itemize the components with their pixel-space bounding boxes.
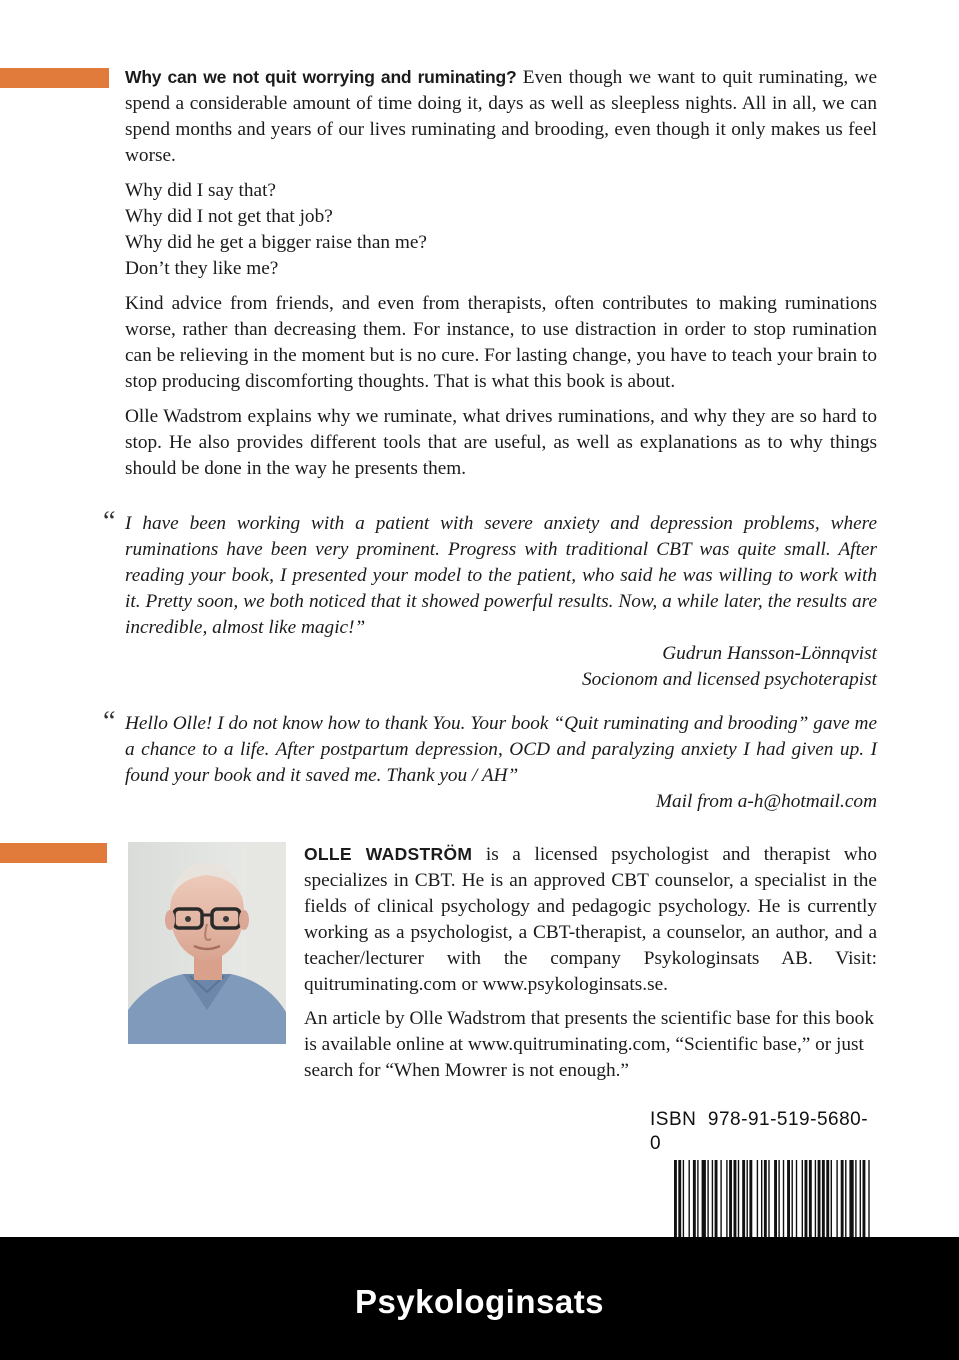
barcode-bar	[674, 1160, 677, 1246]
accent-bar-top	[0, 68, 109, 88]
lead-question: Why can we not quit worrying and ruminating?	[125, 67, 517, 87]
barcode-bar	[787, 1160, 790, 1240]
barcode-bar	[783, 1160, 784, 1240]
barcode-bar	[818, 1160, 821, 1240]
author-name: OLLE WADSTRÖM	[304, 844, 473, 864]
question-item: Why did I not get that job?	[125, 206, 333, 227]
author-section	[304, 841, 877, 1092]
intro-paragraph	[125, 64, 877, 169]
quote-mark-icon: “	[103, 706, 116, 737]
author-bio-text: is a licensed psychologist and therapist who specializes in CBT. He is an approved CBT counselor, a specialist in the fields of clinical psychology and pedagogic psychology. He is currently working as a psychologist, a CBT-therapist, a counselor, an author, and a teacher/lecturer with the company Psykologinsats AB. Visit: quitruminating.com or www.psykologinsats.se.	[304, 844, 877, 995]
barcode-bar	[720, 1160, 721, 1240]
barcode-bar	[809, 1160, 812, 1240]
barcode-bar	[768, 1160, 769, 1240]
publisher-name: Psykologinsats	[354, 1283, 605, 1320]
barcode-bar	[845, 1160, 846, 1240]
barcode-bar	[707, 1160, 708, 1240]
barcode-bar	[868, 1160, 869, 1246]
barcode-bar	[822, 1160, 825, 1240]
barcode-bar	[761, 1160, 762, 1246]
barcode-bar	[849, 1160, 853, 1240]
barcode-bar	[826, 1160, 829, 1240]
barcode-bar	[693, 1160, 696, 1240]
article-note: An article by Olle Wadstrom that presents the scientific base for this book is available online at www.quitruminating.com, “Scientific base,” or just search for “When Mowrer is not enough.”	[304, 1008, 874, 1081]
footer-bar	[0, 1237, 959, 1360]
barcode-bar	[738, 1160, 739, 1240]
testimonial-author: Gudrun Hansson-Lönnqvist	[662, 643, 877, 664]
barcode-bar	[831, 1160, 832, 1240]
barcode-bar	[678, 1160, 681, 1240]
barcode-bar	[774, 1160, 777, 1240]
barcode-bar	[792, 1160, 793, 1240]
testimonial-2	[103, 706, 877, 815]
question-item: Don’t they like me?	[125, 258, 279, 279]
question-item: Why did I say that?	[125, 180, 276, 201]
testimonial-role: Socionom and licensed psychoterapist	[581, 669, 877, 690]
barcode-bar	[734, 1160, 737, 1240]
barcode-bar	[778, 1160, 779, 1240]
barcode-bar	[802, 1160, 803, 1240]
barcode-bar	[683, 1160, 684, 1240]
barcode-bar	[689, 1160, 690, 1240]
barcode-bar	[742, 1160, 745, 1240]
barcode-bar	[860, 1160, 861, 1240]
barcode-bar	[702, 1160, 706, 1240]
barcode-bar	[863, 1160, 866, 1240]
barcode-bar	[712, 1160, 713, 1240]
quote-mark-icon: “	[103, 506, 116, 537]
testimonial-1	[103, 506, 877, 693]
testimonial-author: Mail from a-h@hotmail.com	[655, 791, 877, 812]
barcode-bar	[729, 1160, 732, 1240]
explanation-paragraph: Olle Wadstrom explains why we ruminate, what drives ruminations, and why they are so hard to stop. He also provides different tools that are useful, as well as explanations as to why things should be done in the way he presents them.	[125, 406, 877, 479]
barcode-bar	[697, 1160, 698, 1240]
author-photo	[128, 842, 286, 1044]
isbn-label: ISBN 978-91-519-5680-0	[650, 1109, 869, 1154]
barcode-bar	[747, 1160, 748, 1240]
barcode-bar	[841, 1160, 844, 1240]
blurb-section	[125, 64, 877, 491]
testimonial-text: I have been working with a patient with severe anxiety and depression problems, where ruminations have been very prominent. Progress with traditional CBT was quite small. After reading your book, I presented your model to the patient, who said he was willing to work with it. Pretty soon, we both noticed that it showed powerful results. Now, a while later, the results are incredible, almost like magic!”	[125, 513, 877, 638]
barcode-bar	[757, 1160, 758, 1240]
barcode-bar	[855, 1160, 856, 1240]
testimonial-text: Hello Olle! I do not know how to thank You. Your book “Quit ruminating and brooding” gave me a chance to a life. After postpartum depression, OCD and paralyzing anxiety I had given up. I found your book and it saved me. Thank you / AH”	[125, 713, 877, 786]
barcode-bar	[764, 1160, 767, 1246]
isbn-number: 978-91-519-5680-0	[650, 1109, 869, 1154]
barcode-bar	[726, 1160, 727, 1240]
accent-bar-author	[0, 843, 107, 863]
author-bio	[304, 841, 877, 998]
barcode-bar	[815, 1160, 816, 1240]
question-item: Why did he get a bigger raise than me?	[125, 232, 427, 253]
advice-paragraph: Kind advice from friends, and even from therapists, often contributes to making ruminations worse, rather than decreasing them. For instance, to use distraction in order to stop rumination can be relieving in the moment but is no cure. For lasting change, you have to teach your brain to stop producing discomforting thoughts. That is what this book is about.	[125, 293, 877, 392]
barcode-bar	[805, 1160, 808, 1240]
barcode-bar	[715, 1160, 718, 1240]
barcode-bar	[749, 1160, 752, 1240]
barcode-bar	[796, 1160, 797, 1240]
intro-text: Even though we want to quit ruminating, we spend a considerable amount of time doing it, days as well as sleepless nights. All in all, we can spend months and years of our lives ruminating and brooding, even though it only makes us feel worse.	[125, 67, 877, 166]
question-list	[125, 178, 877, 282]
barcode-bar	[836, 1160, 837, 1240]
